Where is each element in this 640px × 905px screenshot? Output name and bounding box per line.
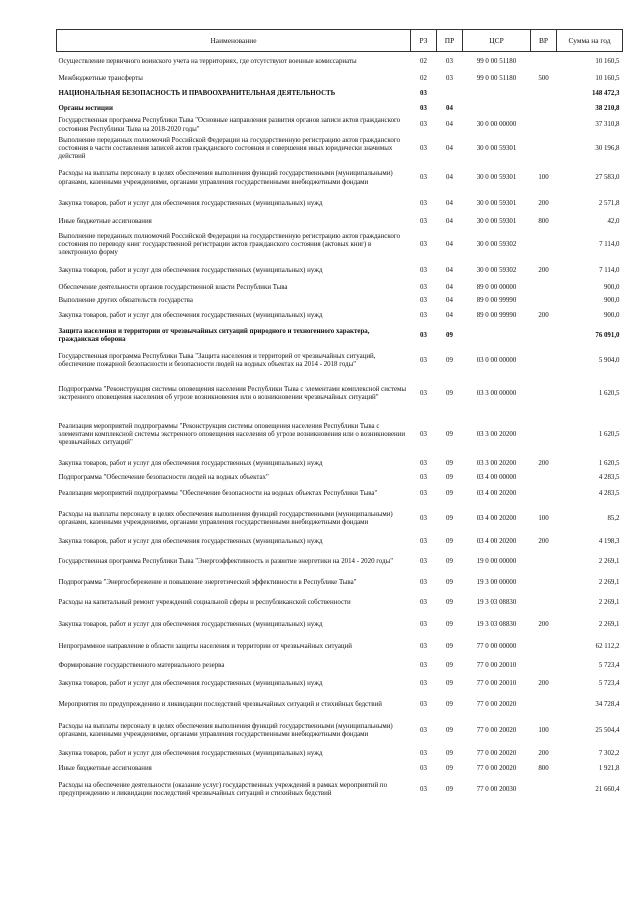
cell-sum: 900,0	[603, 283, 620, 291]
cell-name: Выполнение переданных полномочий Российской Федерации на государственную регистрацию актов гражданского состояния по переводу книг государственной регистрации актов гражданского состояния (актовых книг) в электронную форму	[58, 232, 400, 257]
cell-sum: 4 198,3	[598, 538, 620, 546]
cell-name: Расходы на капитальный ремонт учреждений социальной сферы и республиканской собственности	[58, 598, 351, 606]
cell-name: Реализация мероприятий подпрограммы "Обеспечение безопасности на водных объектах Республики Тыва"	[58, 490, 378, 498]
cell-rz: 03	[420, 578, 427, 586]
cell-rz: 03	[420, 267, 427, 275]
cell-pr: 09	[446, 460, 453, 468]
cell-name: Органы юстиции	[58, 105, 113, 113]
cell-vr	[531, 472, 557, 485]
cell-name: Закупка товаров, работ и услуг для обеспечения государственных (муниципальных) нужд	[58, 312, 323, 320]
cell-csr: 03 3 00 20200	[476, 430, 517, 438]
header-rz: РЗ	[411, 30, 437, 52]
cell-rz: 03	[420, 474, 427, 482]
cell-csr: 77 0 00 20030	[476, 785, 517, 793]
cell-pr: 09	[446, 331, 453, 339]
cell-rz: 03	[420, 430, 427, 438]
cell-vr: 800	[538, 764, 549, 772]
cell-sum: 2 269,1	[598, 598, 620, 606]
cell-vr: 200	[538, 679, 549, 687]
budget-table	[56, 29, 623, 805]
cell-name: Выполнение других обязательств государства	[58, 296, 193, 304]
cell-csr: 89 0 00 99990	[476, 312, 517, 320]
cell-csr: 19 3 03 08830	[476, 620, 517, 628]
table-row	[57, 294, 623, 308]
cell-rz: 03	[420, 679, 427, 687]
cell-pr: 04	[446, 267, 453, 275]
cell-csr: 77 0 00 20010	[476, 661, 517, 669]
cell-rz: 03	[420, 90, 427, 98]
cell-pr: 03	[446, 74, 453, 82]
cell-vr	[531, 347, 557, 375]
cell-csr: 77 0 00 20020	[476, 750, 517, 758]
cell-sum: 5 723,4	[598, 679, 620, 687]
table-row	[57, 593, 623, 613]
cell-csr: 77 0 00 20020	[476, 700, 517, 708]
cell-vr: 200	[538, 312, 549, 320]
cell-csr	[463, 86, 531, 103]
cell-sum: 2 571,8	[598, 200, 620, 208]
cell-name: Расходы на выплаты персоналу в целях обеспечения выполнения функций государственными (муниципальными) органами, казенными учреждениями, органами управления государственными внебюджетными фондами	[58, 510, 393, 526]
cell-csr: 03 4 00 20200	[476, 538, 517, 546]
cell-csr: 19 0 00 00000	[476, 557, 517, 565]
cell-rz: 02	[420, 74, 427, 82]
header-vr: ВР	[531, 30, 557, 52]
cell-pr: 04	[446, 200, 453, 208]
table-body	[57, 52, 623, 806]
cell-pr: 03	[446, 57, 453, 65]
cell-sum: 76 091,0	[595, 331, 620, 339]
cell-csr: 03 3 00 20200	[476, 460, 517, 468]
cell-csr: 03 0 00 00000	[476, 356, 517, 364]
cell-rz: 03	[420, 283, 427, 291]
cell-pr: 04	[446, 174, 453, 182]
table-row	[57, 194, 623, 215]
cell-csr: 30 0 00 59301	[476, 174, 517, 182]
cell-name: Формирование государственного материального резерва	[58, 661, 225, 669]
cell-vr: 200	[538, 620, 549, 628]
cell-csr: 19 3 03 08830	[476, 598, 517, 606]
cell-vr	[531, 375, 557, 413]
cell-name: Расходы на выплаты персоналу в целях обеспечения выполнения функций государственными (муниципальными) органами, казенными учреждениями, органами управления государственными внебюджетными фондами	[58, 722, 393, 738]
cell-sum: 900,0	[603, 296, 620, 304]
cell-name: Подпрограмма "Реконструкция системы оповещения населения Республики Тыва с элементами комплексной системы экстренного оповещения населения об угрозе возникновения или о возникновении чрезвычайных ситуаций"	[58, 385, 407, 401]
cell-vr	[531, 103, 557, 116]
cell-rz: 03	[420, 174, 427, 182]
table-row	[57, 215, 623, 229]
cell-rz: 03	[420, 490, 427, 498]
cell-rz: 03	[420, 750, 427, 758]
cell-vr: 500	[538, 74, 549, 82]
cell-vr	[531, 116, 557, 135]
table-row	[57, 534, 623, 551]
cell-csr	[463, 103, 531, 116]
cell-vr	[531, 485, 557, 504]
cell-name: Государственная программа Республики Тыва "Энергоэффективность и развитие энергетики на 2014 - 2020 годы"	[58, 557, 394, 565]
cell-csr: 89 0 00 99990	[476, 296, 517, 304]
table-row	[57, 716, 623, 746]
cell-sum: 7 302,2	[598, 750, 620, 758]
cell-sum: 42,0	[607, 217, 620, 225]
cell-pr: 09	[446, 514, 453, 522]
cell-pr: 04	[446, 240, 453, 248]
table-row	[57, 413, 623, 457]
table-row	[57, 375, 623, 413]
cell-pr: 09	[446, 726, 453, 734]
cell-csr: 77 0 00 20020	[476, 764, 517, 772]
cell-csr: 77 0 00 00000	[476, 643, 517, 651]
cell-pr: 09	[446, 490, 453, 498]
cell-sum: 1 620,5	[598, 430, 620, 438]
cell-sum: 30 196,8	[595, 144, 620, 152]
cell-pr: 09	[446, 430, 453, 438]
cell-sum: 4 283,5	[598, 490, 620, 498]
cell-name: Закупка товаров, работ и услуг для обеспечения государственных (муниципальных) нужд	[58, 620, 323, 628]
cell-pr: 04	[446, 296, 453, 304]
cell-rz: 03	[420, 598, 427, 606]
cell-rz: 03	[420, 105, 427, 113]
cell-csr: 30 0 00 59302	[476, 240, 517, 248]
cell-rz: 03	[420, 764, 427, 772]
cell-sum: 5 723,4	[598, 661, 620, 669]
cell-rz: 03	[420, 460, 427, 468]
cell-pr: 09	[446, 356, 453, 364]
cell-name: Непрограммное направление в области защиты населения и территории от чрезвычайных ситуаций	[58, 643, 352, 651]
table-row	[57, 457, 623, 472]
cell-name: Государственная программа Республики Тыва "Основные направления развития органов записи актов гражданского состояния Республики Тыва на 2018-2020 годы"	[58, 117, 401, 133]
table-row	[57, 308, 623, 325]
cell-sum: 2 269,1	[598, 557, 620, 565]
cell-sum: 10 160,5	[595, 57, 620, 65]
table-row	[57, 261, 623, 282]
cell-name: Межбюджетные трансферты	[58, 74, 143, 82]
cell-rz: 03	[420, 217, 427, 225]
cell-pr: 04	[446, 105, 453, 113]
cell-name: НАЦИОНАЛЬНАЯ БЕЗОПАСНОСТЬ И ПРАВООХРАНИТЕЛЬНАЯ ДЕЯТЕЛЬНОСТЬ	[58, 90, 336, 98]
cell-rz: 03	[420, 389, 427, 397]
table-row	[57, 135, 623, 163]
cell-pr	[437, 86, 463, 103]
cell-csr: 30 0 00 59302	[476, 267, 517, 275]
cell-name: Подпрограмма "Энергосбережение и повышение энергетической эффективности в Республике Тыва"	[58, 578, 357, 586]
cell-csr: 89 0 00 00000	[476, 283, 517, 291]
cell-pr: 09	[446, 389, 453, 397]
cell-rz: 03	[420, 312, 427, 320]
cell-sum: 2 269,1	[598, 578, 620, 586]
cell-vr	[531, 637, 557, 658]
cell-csr: 30 0 00 59301	[476, 217, 517, 225]
cell-sum: 62 112,2	[595, 643, 620, 651]
cell-vr: 200	[538, 538, 549, 546]
cell-sum: 7 114,0	[599, 240, 620, 248]
cell-csr: 03 4 00 20200	[476, 514, 517, 522]
cell-vr	[531, 52, 557, 73]
table-row	[57, 103, 623, 116]
cell-pr: 09	[446, 700, 453, 708]
cell-vr: 200	[538, 200, 549, 208]
cell-rz: 03	[420, 557, 427, 565]
cell-csr: 99 0 00 51180	[476, 74, 517, 82]
cell-csr: 03 3 00 00000	[476, 389, 517, 397]
table-row	[57, 86, 623, 103]
cell-csr: 30 0 00 59301	[476, 144, 517, 152]
cell-sum: 1 620,5	[598, 389, 620, 397]
cell-csr: 03 4 00 20200	[476, 490, 517, 498]
cell-name: Осуществление первичного воинского учета на территориях, где отсутствуют военные комиссариаты	[58, 57, 357, 65]
cell-name: Закупка товаров, работ и услуг для обеспечения государственных (муниципальных) нужд	[58, 460, 323, 468]
cell-vr	[531, 413, 557, 457]
cell-vr	[531, 694, 557, 716]
table-row	[57, 116, 623, 135]
cell-vr: 200	[538, 267, 549, 275]
cell-vr	[531, 282, 557, 294]
table-row	[57, 472, 623, 485]
cell-vr	[531, 86, 557, 103]
cell-name: Расходы на выплаты персоналу в целях обеспечения выполнения функций государственными (муниципальными) органами, казенными учреждениями, органами управления государственными внебюджетными фондами	[58, 170, 393, 186]
cell-name: Иные бюджетные ассигнования	[58, 764, 152, 772]
cell-vr: 800	[538, 217, 549, 225]
cell-rz: 03	[420, 200, 427, 208]
cell-rz: 03	[420, 643, 427, 651]
cell-sum: 7 114,0	[599, 267, 620, 275]
cell-name: Государственная программа Республики Тыва "Защита населения и территорий от чрезвычайных ситуаций, обеспечение пожарной безопасности и безопасности людей на водных объектах на 2014 - 2018 годы"	[58, 352, 376, 368]
cell-csr	[463, 325, 531, 347]
cell-rz: 03	[420, 700, 427, 708]
cell-rz: 03	[420, 661, 427, 669]
table-header	[57, 30, 623, 52]
table-row	[57, 72, 623, 86]
cell-sum: 21 660,4	[595, 785, 620, 793]
cell-name: Закупка товаров, работ и услуг для обеспечения государственных (муниципальных) нужд	[58, 538, 323, 546]
cell-csr: 77 0 00 20020	[476, 726, 517, 734]
header-name: Наименование	[57, 30, 411, 52]
cell-name: Закупка товаров, работ и услуг для обеспечения государственных (муниципальных) нужд	[58, 679, 323, 687]
cell-vr: 200	[538, 750, 549, 758]
table-row	[57, 763, 623, 775]
cell-rz: 03	[420, 538, 427, 546]
cell-vr	[531, 573, 557, 593]
cell-name: Выполнение переданных полномочий Российской Федерации на государственную регистрацию актов гражданского состояния в части составления записей актов гражданского состояния и совершения иных юридически значимых действий	[58, 136, 400, 161]
cell-sum: 900,0	[603, 312, 620, 320]
table-row	[57, 775, 623, 805]
cell-pr: 09	[446, 598, 453, 606]
cell-vr	[531, 551, 557, 573]
cell-sum: 27 583,0	[595, 174, 620, 182]
table-row	[57, 573, 623, 593]
cell-rz: 03	[420, 620, 427, 628]
cell-rz: 02	[420, 57, 427, 65]
cell-pr: 09	[446, 661, 453, 669]
cell-rz: 03	[420, 356, 427, 364]
cell-rz: 03	[420, 514, 427, 522]
cell-rz: 03	[420, 121, 427, 129]
budget-table-page	[56, 29, 622, 805]
table-row	[57, 694, 623, 716]
cell-sum: 10 160,5	[595, 74, 620, 82]
cell-csr: 19 3 00 00000	[476, 578, 517, 586]
cell-sum: 38 210,8	[595, 105, 620, 113]
table-row	[57, 163, 623, 194]
cell-name: Расходы на обеспечение деятельности (оказание услуг) государственных учреждений в рамках мероприятий по предупреждению и ликвидации последствий чрезвычайных ситуаций и стихийных бедствий	[58, 781, 388, 797]
cell-vr	[531, 229, 557, 261]
cell-name: Защита населения и территории от чрезвычайных ситуаций природного и техногенного характера, гражданская оборона	[58, 327, 370, 343]
cell-rz: 03	[420, 296, 427, 304]
cell-name: Закупка товаров, работ и услуг для обеспечения государственных (муниципальных) нужд	[58, 267, 323, 275]
cell-vr	[531, 294, 557, 308]
cell-rz: 03	[420, 144, 427, 152]
cell-sum: 1 620,5	[598, 460, 620, 468]
header-pr: ПР	[437, 30, 463, 52]
cell-pr: 09	[446, 557, 453, 565]
cell-pr: 04	[446, 312, 453, 320]
cell-pr: 09	[446, 785, 453, 793]
cell-pr: 04	[446, 283, 453, 291]
cell-name: Подпрограмма "Обеспечение безопасности людей на водных объектах"	[58, 474, 269, 482]
cell-pr: 09	[446, 538, 453, 546]
cell-rz: 03	[420, 785, 427, 793]
table-row	[57, 325, 623, 347]
cell-sum: 37 310,8	[595, 121, 620, 129]
cell-sum: 34 728,4	[595, 700, 620, 708]
cell-name: Мероприятия по предупреждению и ликвидации последствий чрезвычайных ситуаций и стихийных бедствий	[58, 700, 382, 708]
cell-vr: 100	[538, 514, 549, 522]
cell-rz: 03	[420, 726, 427, 734]
cell-vr	[531, 135, 557, 163]
table-row	[57, 347, 623, 375]
cell-name: Реализация мероприятий подпрограммы "Реконструкция системы оповещения населения Республики Тыва с элементами комплексной системы экстренного оповещения населения об угрозе возникновения или о возникновении чрезвычайных ситуаций"	[58, 422, 406, 447]
header-csr: ЦСР	[463, 30, 531, 52]
cell-vr: 100	[538, 726, 549, 734]
cell-sum: 25 504,4	[595, 726, 620, 734]
cell-name: Закупка товаров, работ и услуг для обеспечения государственных (муниципальных) нужд	[58, 750, 323, 758]
cell-vr: 100	[538, 174, 549, 182]
table-row	[57, 613, 623, 637]
table-row	[57, 52, 623, 73]
cell-csr: 99 0 00 51180	[476, 57, 517, 65]
cell-pr: 09	[446, 620, 453, 628]
table-row	[57, 658, 623, 674]
cell-csr: 03 4 00 00000	[476, 474, 517, 482]
cell-csr: 30 0 00 59301	[476, 200, 517, 208]
cell-vr	[531, 325, 557, 347]
cell-rz: 03	[420, 331, 427, 339]
table-row	[57, 485, 623, 504]
cell-sum: 85,2	[607, 514, 620, 522]
cell-pr: 09	[446, 578, 453, 586]
cell-rz: 03	[420, 240, 427, 248]
cell-sum: 2 269,1	[598, 620, 620, 628]
table-row	[57, 637, 623, 658]
cell-pr: 09	[446, 474, 453, 482]
cell-sum: 1 921,8	[598, 764, 620, 772]
cell-vr	[531, 593, 557, 613]
table-row	[57, 504, 623, 534]
cell-pr: 09	[446, 679, 453, 687]
table-row	[57, 674, 623, 694]
cell-name: Обеспечение деятельности органов государственной власти Республики Тыва	[58, 283, 288, 291]
cell-sum: 4 283,5	[598, 474, 620, 482]
cell-pr: 09	[446, 750, 453, 758]
cell-name: Закупка товаров, работ и услуг для обеспечения государственных (муниципальных) нужд	[58, 200, 323, 208]
cell-pr: 09	[446, 643, 453, 651]
table-row	[57, 282, 623, 294]
cell-vr	[531, 775, 557, 805]
cell-csr: 30 0 00 00000	[476, 121, 517, 129]
cell-pr: 04	[446, 144, 453, 152]
cell-sum: 148 472,3	[591, 90, 620, 98]
table-row	[57, 229, 623, 261]
cell-name: Иные бюджетные ассигнования	[58, 217, 152, 225]
cell-sum: 5 904,0	[598, 356, 620, 364]
cell-vr	[531, 658, 557, 674]
table-row	[57, 551, 623, 573]
cell-csr: 77 0 00 20010	[476, 679, 517, 687]
cell-pr: 04	[446, 217, 453, 225]
header-sum: Сумма на год	[557, 30, 623, 52]
table-row	[57, 746, 623, 763]
cell-pr: 09	[446, 764, 453, 772]
cell-vr: 200	[538, 460, 549, 468]
cell-pr: 04	[446, 121, 453, 129]
